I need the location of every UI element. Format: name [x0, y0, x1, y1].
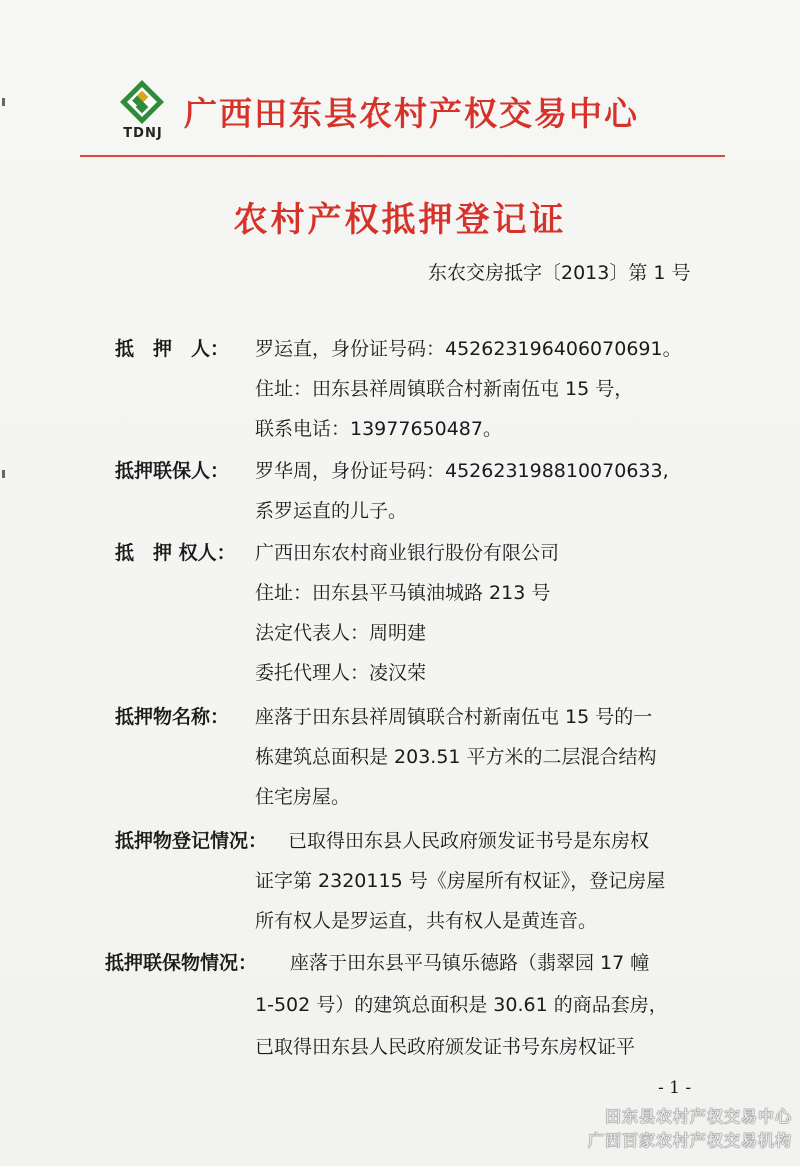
- mortgagor-line: 联系电话：13977650487。: [255, 418, 502, 440]
- collateral-name-line: 座落于田东县祥周镇联合村新南伍屯 15 号的一: [255, 706, 653, 728]
- punch-mark: [2, 470, 5, 478]
- mortgagee-line: 住址：田东县平马镇油城路 213 号: [255, 582, 551, 604]
- mortgagor-line: 住址：田东县祥周镇联合村新南伍屯 15 号，: [255, 378, 634, 400]
- logo-text: TDNJ: [123, 126, 163, 141]
- document-number: 东农交房抵字〔2013〕第 1 号: [428, 262, 691, 284]
- document-title: 农村产权抵押登记证: [233, 200, 567, 240]
- joint-collateral-line: 已取得田东县人民政府颁发证书号东房权证平: [255, 1036, 636, 1058]
- punch-mark: [2, 98, 5, 106]
- collateral-registration-line: 证字第 2320115 号《房屋所有权证》，登记房屋: [255, 870, 666, 892]
- mortgagee-line: 广西田东农村商业银行股份有限公司: [255, 542, 560, 564]
- collateral-registration-line: 已取得田东县人民政府颁发证书号是东房权: [288, 830, 650, 852]
- mortgagor-label: 抵 押 人：: [115, 338, 230, 360]
- joint-guarantor-line: 系罗运直的儿子。: [255, 500, 408, 522]
- logo: [112, 78, 172, 144]
- collateral-registration-line: 所有权人是罗运直，共有权人是黄连音。: [255, 910, 598, 932]
- joint-guarantor-label: 抵押联保人：: [115, 460, 230, 482]
- collateral-name-line: 栋建筑总面积是 203.51 平方米的二层混合结构: [255, 746, 657, 768]
- joint-collateral-line: 座落于田东县平马镇乐德路（翡翠园 17 幢: [290, 952, 650, 974]
- org-name: 广西田东县农村产权交易中心: [184, 94, 639, 133]
- joint-collateral-label: 抵押联保物情况：: [105, 952, 258, 974]
- tdnj-logo-icon: [120, 80, 164, 124]
- collateral-name-label: 抵押物名称：: [115, 706, 230, 728]
- mortgagor-line: 罗运直，身份证号码：452623196406070691。: [255, 338, 682, 360]
- joint-guarantor-line: 罗华周，身份证号码：452623198810070633,: [255, 460, 669, 482]
- watermark: 田东县农村产权交易中心: [604, 1107, 792, 1126]
- collateral-name-line: 住宅房屋。: [255, 786, 351, 808]
- watermark: 广西百家农村产权交易机构: [587, 1131, 792, 1150]
- collateral-registration-label: 抵押物登记情况：: [115, 830, 268, 852]
- letterhead: [112, 78, 732, 150]
- page-number: - 1 -: [658, 1078, 692, 1098]
- mortgagee-line: 委托代理人：凌汉荣: [255, 662, 427, 684]
- mortgagee-line: 法定代表人：周明建: [255, 622, 427, 644]
- joint-collateral-line: 1-502 号）的建筑总面积是 30.61 的商品套房，: [255, 994, 668, 1016]
- header-rule: [80, 155, 725, 157]
- mortgagee-label: 抵 押 权人：: [115, 542, 236, 564]
